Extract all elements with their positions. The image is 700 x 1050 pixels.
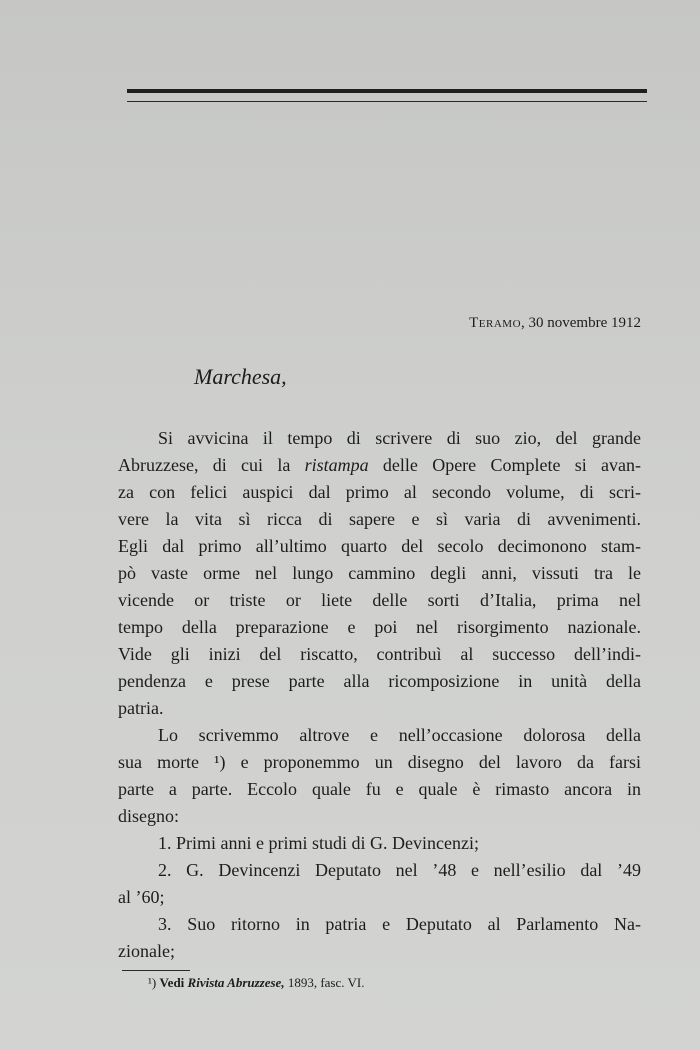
body-line-6: pò vaste orme nel lungo cammino degli anni, vissuti tra le	[118, 563, 641, 583]
footnote-rest: 1893, fasc. VI.	[287, 975, 365, 990]
header-rule-thick	[127, 89, 647, 93]
body-line-14: parte a parte. Eccolo quale fu e quale è rimasto ancora in	[118, 779, 641, 799]
body-line-2	[118, 454, 641, 476]
body-line-8: tempo della preparazione e poi nel risorgimento nazionale.	[118, 617, 641, 637]
body-line-1: Si avvicina il tempo di scrivere di suo zio, del grande	[158, 428, 641, 448]
dateline	[469, 315, 641, 332]
body-line-2-text: Abruzzese, di cui la ristampa delle Opere Complete si avan-	[118, 455, 642, 475]
list-item-2: 2. G. Devincenzi Deputato nel ’48 e nell’esilio dal ’49	[158, 860, 641, 880]
body-line-11: patria.	[118, 698, 164, 718]
footnote-vedi: Vedi	[159, 975, 185, 990]
body-line-15: disegno:	[118, 806, 179, 826]
body-line-13: sua morte ¹) e proponemmo un disegno del lavoro da farsi	[118, 752, 641, 772]
list-item-3: 3. Suo ritorno in patria e Deputato al Parlamento Na-	[158, 914, 641, 934]
list-item-1: 1. Primi anni e primi studi di G. Devincenzi;	[158, 833, 479, 853]
body-line-10: pendenza e prese parte alla ricomposizione in unità della	[118, 671, 641, 691]
header-rule-thin	[127, 101, 647, 102]
dateline-place: Teramo	[469, 315, 522, 331]
body-line-4: vere la vita sì ricca di sapere e sì varia di avvenimenti.	[118, 509, 641, 529]
footnote-marker: ¹)	[148, 975, 157, 990]
salutation: Marchesa,	[194, 364, 287, 389]
body-line-5: Egli dal primo all’ultimo quarto del secolo decimonono stam-	[118, 536, 641, 556]
footnote-title: Rivista Abruzzese,	[187, 975, 285, 990]
body-line-3: za con felici auspici dal primo al secondo volume, di scri-	[118, 482, 641, 502]
body-line-12: Lo scrivemmo altrove e nell’occasione dolorosa della	[158, 725, 641, 745]
list-item-3-cont: zionale;	[118, 941, 175, 961]
footnote-rule	[122, 970, 190, 971]
body-line-9: Vide gli inizi del riscatto, contribuì al successo dell’indi-	[118, 644, 641, 664]
footnote	[148, 975, 365, 991]
list-item-2-cont: al ’60;	[118, 887, 165, 907]
body-line-7: vicende or triste or liete delle sorti d’Italia, prima nel	[118, 590, 641, 610]
dateline-date: , 30 novembre 1912	[521, 315, 641, 331]
